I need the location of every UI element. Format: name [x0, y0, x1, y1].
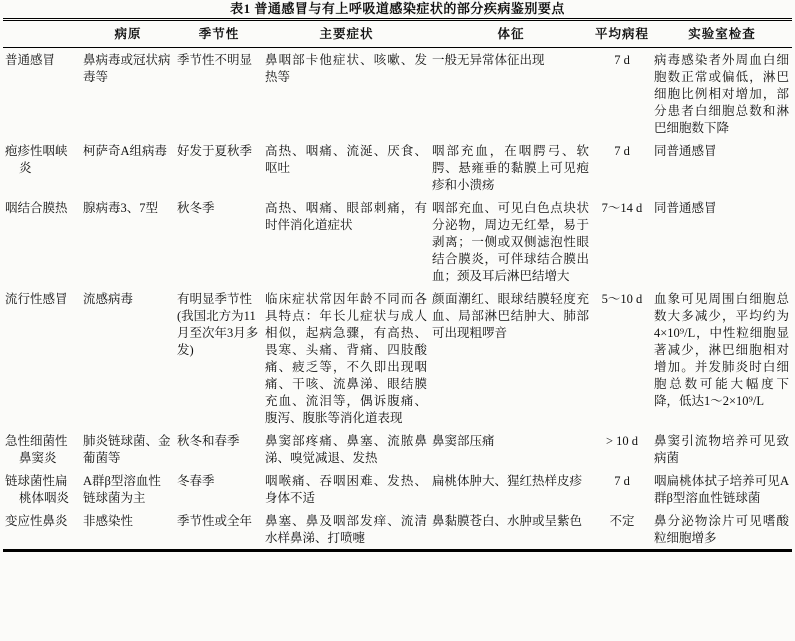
- cell-signs: 咽部充血、可见白色点块状分泌物，周边无红晕，易于剥离；一侧或双侧滤泡性眼结合膜炎，可伴球结合膜出血；颈及耳后淋巴结增大: [432, 201, 589, 283]
- cell-disease: 变应性鼻炎: [5, 514, 68, 528]
- table-row: [3, 196, 792, 287]
- cell-course: 不定: [609, 514, 635, 528]
- cell-disease: 咽结合膜热: [5, 201, 68, 215]
- cell-symptoms: 鼻塞、鼻及咽部发痒、流清水样鼻涕、打喷嚏: [265, 514, 427, 545]
- cell-season: 季节性或全年: [177, 514, 253, 528]
- cell-course: 7 d: [614, 144, 630, 158]
- table-row: [3, 48, 792, 140]
- cell-symptoms: 鼻窦部疼痛、鼻塞、流脓鼻涕、嗅觉减退、发热: [265, 434, 427, 465]
- header-pathogen: 病原: [81, 20, 175, 48]
- table-row: [3, 287, 792, 429]
- header-lab: 实验室检查: [652, 20, 792, 48]
- cell-disease: 疱疹性咽峡炎: [5, 144, 68, 175]
- cell-lab: 病毒感染者外周血白细胞数正常或偏低，淋巴细胞比例相对增加，部分患者白细胞总数和淋巴细胞数下降: [654, 53, 789, 135]
- cell-symptoms: 高热、咽痛、流涎、厌食、呕吐: [265, 144, 427, 175]
- cell-signs: 鼻窦部压痛: [432, 434, 495, 448]
- cell-season: 季节性不明显: [177, 53, 253, 67]
- cell-lab: 同普通感冒: [654, 144, 717, 158]
- header-disease: [3, 20, 81, 48]
- cell-pathogen: 鼻病毒或冠状病毒等: [83, 53, 171, 84]
- cell-season: 有明显季节性(我国北方为11月至次年3月多发): [177, 292, 259, 357]
- table-title: 表1 普通感冒与有上呼吸道感染症状的部分疾病鉴别要点: [230, 1, 565, 16]
- cell-signs: 颜面潮红、眼球结膜轻度充血、局部淋巴结肿大、肺部可出现粗啰音: [432, 292, 589, 340]
- cell-lab: 同普通感冒: [654, 201, 717, 215]
- cell-symptoms: 临床症状常因年龄不同而各具特点：年长儿症状与成人相似，起病急骤，有高热、畏寒、头痛、背痛、四肢酸痛、疲乏等，不久即出现咽痛、干咳、流鼻涕、眼结膜充血、流泪等，偶诉腹痛、腹泻、腹胀等消化道表现: [265, 292, 427, 425]
- cell-season: 好发于夏秋季: [177, 144, 253, 158]
- cell-disease: 链球菌性扁桃体咽炎: [5, 474, 70, 505]
- cell-signs: 鼻黏膜苍白、水肿或呈紫色: [432, 514, 583, 528]
- cell-symptoms: 高热、咽痛、眼部刺痛，有时伴消化道症状: [265, 201, 427, 232]
- cell-disease: 急性细菌性鼻窦炎: [5, 434, 68, 465]
- header-season: 季节性: [175, 20, 263, 48]
- differential-diagnosis-table: [3, 18, 792, 552]
- cell-pathogen: A群β型溶血性链球菌为主: [83, 474, 161, 505]
- table-row: [3, 469, 792, 509]
- cell-course: 5～10 d: [601, 292, 643, 306]
- cell-signs: 扁桃体肿大、猩红热样皮疹: [432, 474, 583, 488]
- cell-pathogen: 腺病毒3、7型: [83, 201, 159, 215]
- table-row: [3, 509, 792, 551]
- table-row: [3, 139, 792, 196]
- cell-symptoms: 咽喉痛、吞咽困难、发热、身体不适: [265, 474, 427, 505]
- header-course: 平均病程: [592, 20, 652, 48]
- cell-symptoms: 鼻咽部卡他症状、咳嗽、发热等: [265, 53, 427, 84]
- cell-course: 7 d: [614, 53, 630, 67]
- cell-disease: 普通感冒: [5, 53, 56, 67]
- cell-signs: 咽部充血，在咽腭弓、软腭、悬雍垂的黏膜上可见疱疹和小溃疡: [432, 144, 589, 192]
- cell-lab: 鼻分泌物涂片可见嗜酸粒细胞增多: [654, 514, 789, 545]
- cell-pathogen: 柯萨奇A组病毒: [83, 144, 168, 158]
- cell-lab: 鼻窦引流物培养可见致病菌: [654, 434, 789, 465]
- table-header-row: [3, 20, 792, 48]
- cell-season: 秋冬季: [177, 201, 215, 215]
- cell-season: 秋冬和春季: [177, 434, 240, 448]
- cell-pathogen: 肺炎链球菌、金葡菌等: [83, 434, 171, 465]
- cell-lab: 血象可见周围白细胞总数大多减少，平均约为4×10⁹/L，中性粒细胞显著减少，淋巴细胞相对增加。并发肺炎时白细胞总数可能大幅度下降，低达1～2×10⁹/L: [654, 292, 789, 408]
- cell-course: 7～14 d: [601, 201, 643, 215]
- cell-disease: 流行性感冒: [5, 292, 68, 306]
- cell-signs: 一般无异常体征出现: [432, 53, 545, 67]
- cell-pathogen: 流感病毒: [83, 292, 134, 306]
- table-row: [3, 429, 792, 469]
- header-signs: 体征: [430, 20, 592, 48]
- cell-season: 冬春季: [177, 474, 215, 488]
- cell-course: 7 d: [614, 474, 630, 488]
- cell-lab: 咽扁桃体拭子培养可见A群β型溶血性链球菌: [654, 474, 789, 505]
- cell-pathogen: 非感染性: [83, 514, 134, 528]
- cell-course: > 10 d: [605, 434, 639, 448]
- header-symptoms: 主要症状: [263, 20, 430, 48]
